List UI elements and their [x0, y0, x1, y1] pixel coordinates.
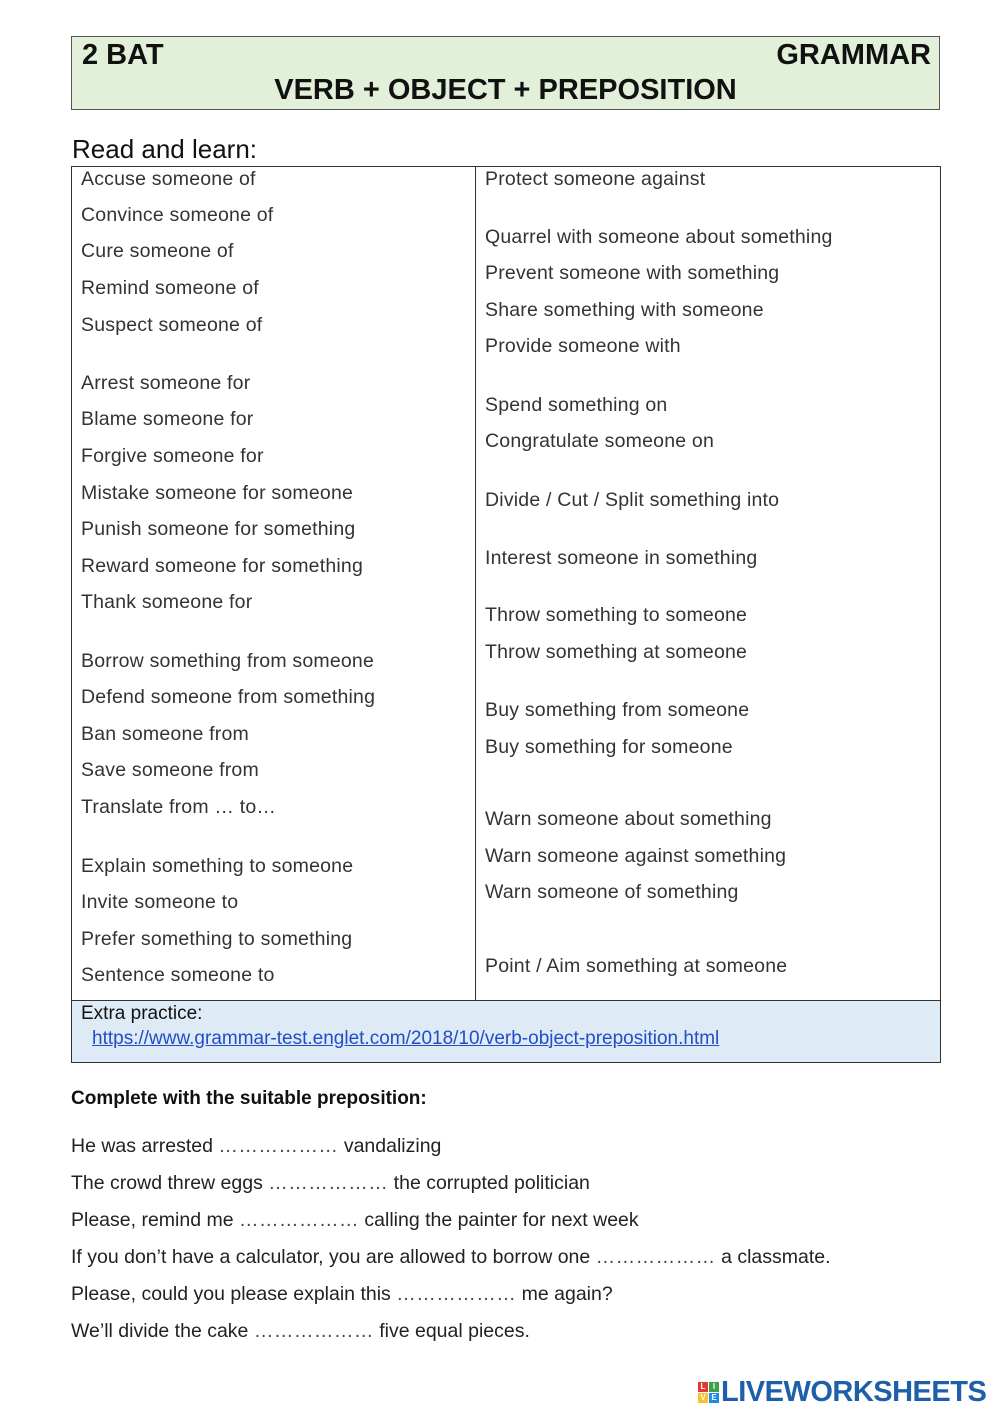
right-phrase: Buy something from someone: [485, 699, 750, 721]
answer-blank[interactable]: ………………: [268, 1172, 389, 1194]
extra-practice-link[interactable]: https://www.grammar-test.englet.com/2018/10/verb-object-preposition.html: [92, 1028, 720, 1049]
right-phrase: Warn someone of something: [485, 881, 739, 903]
left-phrase: Blame someone for: [81, 408, 254, 430]
sentence-text-after: a classmate.: [715, 1246, 831, 1268]
answer-blank[interactable]: ………………: [239, 1209, 359, 1231]
left-phrase: Sentence someone to: [81, 964, 275, 986]
answer-blank[interactable]: ………………: [253, 1320, 374, 1342]
right-phrase: Warn someone about something: [485, 808, 772, 830]
left-phrase: Suspect someone of: [81, 314, 263, 336]
page-title: VERB + OBJECT + PREPOSITION: [274, 74, 737, 106]
right-phrase: Quarrel with someone about something: [485, 226, 833, 248]
sentence-text-before: If you don’t have a calculator, you are allowed to borrow one: [71, 1246, 596, 1268]
sentence-text-before: Please, could you please explain this: [71, 1283, 397, 1305]
answer-blank[interactable]: ………………: [595, 1246, 716, 1268]
right-phrase: Interest someone in something: [485, 547, 758, 569]
right-phrase: Spend something on: [485, 394, 668, 416]
exercise-sentence: [71, 1172, 590, 1195]
exercise-sentence: [71, 1283, 613, 1306]
sentence-text-before: We’ll divide the cake: [71, 1320, 254, 1342]
intro-text: Read and learn:: [72, 134, 258, 164]
left-phrase: Cure someone of: [81, 240, 234, 262]
left-phrase: Prefer something to something: [81, 928, 353, 950]
right-phrase: Buy something for someone: [485, 736, 733, 758]
right-phrase: Protect someone against: [485, 168, 706, 190]
left-phrase: Convince someone of: [81, 204, 274, 226]
left-phrase: Invite someone to: [81, 891, 239, 913]
right-phrase: Prevent someone with something: [485, 262, 780, 284]
sentence-text-after: calling the painter for next week: [359, 1209, 639, 1231]
left-phrase: Punish someone for something: [81, 518, 356, 540]
right-phrase: Provide someone with: [485, 335, 681, 357]
exercise-sentence: [71, 1209, 639, 1232]
left-phrase: Explain something to someone: [81, 855, 354, 877]
right-phrase: Warn someone against something: [485, 845, 787, 867]
sentence-text-after: the corrupted politician: [388, 1172, 590, 1194]
logo-mark-cell: V: [698, 1393, 708, 1403]
answer-blank[interactable]: ………………: [218, 1135, 339, 1157]
right-phrase: Throw something at someone: [485, 641, 748, 663]
column-divider: [475, 167, 476, 1001]
right-phrase: Throw something to someone: [485, 604, 748, 626]
left-phrase: Accuse someone of: [81, 168, 256, 190]
right-phrase: Point / Aim something at someone: [485, 955, 788, 977]
exercise-sentence: [71, 1246, 831, 1269]
logo-text: LIVEWORKSHEETS: [721, 1376, 987, 1408]
sentence-text-after: five equal pieces.: [373, 1320, 530, 1342]
right-phrase: Divide / Cut / Split something into: [485, 489, 780, 511]
logo-mark-icon: [698, 1382, 719, 1403]
right-phrase: Share something with someone: [485, 299, 764, 321]
logo-mark-cell: L: [698, 1382, 708, 1392]
left-phrase: Reward someone for something: [81, 555, 363, 577]
left-phrase: Borrow something from someone: [81, 650, 375, 672]
left-phrase: Thank someone for: [81, 591, 253, 613]
sentence-text-before: He was arrested: [71, 1135, 219, 1157]
left-phrase: Mistake someone for someone: [81, 482, 354, 504]
extra-practice-box: [71, 1000, 941, 1063]
left-phrase: Save someone from: [81, 759, 259, 781]
extra-practice-label: Extra practice:: [81, 1003, 203, 1024]
liveworksheets-logo: [698, 1376, 986, 1409]
sentence-text-before: Please, remind me: [71, 1209, 239, 1231]
left-phrase: Remind someone of: [81, 277, 259, 299]
header-level: 2 BAT: [82, 39, 164, 71]
exercise-sentence: [71, 1320, 530, 1343]
sentence-text-after: vandalizing: [338, 1135, 442, 1157]
left-phrase: Ban someone from: [81, 723, 249, 745]
header-box: [71, 36, 940, 110]
sentence-text-after: me again?: [516, 1283, 613, 1305]
left-phrase: Translate from … to…: [81, 796, 277, 818]
left-phrase: Arrest someone for: [81, 372, 251, 394]
left-phrase: Defend someone from something: [81, 686, 376, 708]
sentence-text-before: The crowd threw eggs: [71, 1172, 269, 1194]
logo-mark-cell: I: [709, 1382, 719, 1392]
logo-mark-cell: E: [709, 1393, 719, 1403]
exercise-sentence: [71, 1135, 441, 1158]
phrase-table: [71, 166, 941, 1001]
header-subject: GRAMMAR: [776, 39, 931, 71]
left-phrase: Forgive someone for: [81, 445, 264, 467]
answer-blank[interactable]: ………………: [396, 1283, 517, 1305]
exercise-heading: Complete with the suitable preposition:: [71, 1088, 427, 1109]
right-phrase: Congratulate someone on: [485, 430, 715, 452]
